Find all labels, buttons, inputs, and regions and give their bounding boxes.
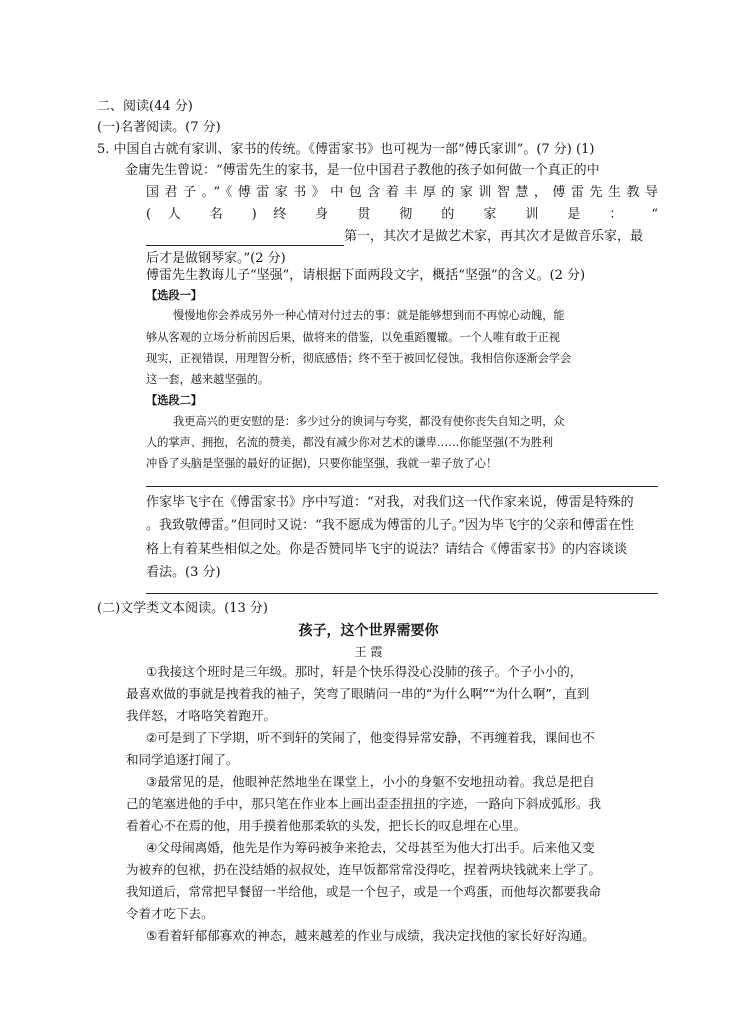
excerpt-1-line: 这一套，越来越坚强的。 [146,373,270,386]
excerpt-1-line: 够从客观的立场分析前因后果，做将来的借鉴，以免重蹈覆辙。一个人唯有敢于正视 [146,331,560,344]
article-title: 孩子，这个世界需要你 [298,623,439,639]
article-paragraph-line: 我佯怒，才咯咯笑着跑开。 [126,708,277,723]
article-paragraph-line: ④父母闹离婚，他先是作为筹码被争来抢去，父母甚至为他大打出手。后来他又变 [146,840,595,855]
article-paragraph-line: ②可是到了下学期，听不到轩的笑闹了，他变得异常安静，不再缠着我，课间也不 [146,730,595,745]
excerpt-2-line: 冲昏了头脑是坚强的最好的证据)，只要你能坚强，我就一辈子放了心！ [146,457,498,470]
article-paragraph-line: ⑤看着轩郁郁寡欢的神态，越来越差的作业与成绩，我决定找他的家长好好沟通。 [146,928,595,943]
excerpt-2-line: 人的掌声、拥抱，名流的赞美，都没有减少你对艺术的谦卑……你能坚强(不为胜利 [146,436,554,449]
question-5-sub3-line: 看法。(3 分) [146,565,221,580]
article-paragraph-line: 我知道后，常常把早餐留一半给他，或是一个包子，或是一个鸡蛋，而他每次都要我命 [126,884,602,899]
article-paragraph-line: 己的笔塞进他的手中，那只笔在作业本上画出歪歪扭扭的字迹，一路向下斜成弧形。我 [126,796,602,811]
question-5-line-5 [146,227,643,246]
question-5-sub3-line: 格上有着某些相似之处。你是否赞同毕飞宇的说法？请结合《傅雷家书》的内容谈谈 [146,542,628,557]
article-paragraph-line: 为被弃的包袱，扔在没结婚的叔叔处，连早饭都常常没得吃，捏着两块钱就来上学了。 [126,862,602,877]
excerpt-1-label: 【选段一】 [146,289,202,302]
question-5-line-4: ( 人 名 ) 终 身 贯 彻 的 家 训 是 ： “ [146,207,658,222]
question-5-sub3-line: 作家毕飞宇在《傅雷家书》序中写道：“对我，对我们这一代作家来说，傅雷是特殊的 [146,495,634,510]
question-5-sub2: 傅雷先生教诲儿子“坚强”，请根据下面两段文字，概括“坚强”的含义。(2 分) [146,268,586,283]
article-paragraph-line: 最喜欢做的事就是拽着我的袖子，笑弯了眼睛问一串的“为什么啊”“为什么啊”，直到 [126,686,590,701]
question-5-line-5-text: 第一，其次才是做艺术家，再其次才是做音乐家，最 [344,229,644,244]
excerpt-2-line: 我更高兴的更安慰的是：多少过分的谀词与夸奖，都没有使你丧失自知之明，众 [173,415,565,428]
excerpt-2-label: 【选段二】 [146,394,202,407]
question-5-line-2: 金庸先生曾说：“傅雷先生的家书，是一位中国君子教他的孩子如何做一个真正的中 [125,163,600,178]
answer-line[interactable] [146,486,658,487]
article-author: 王 霞 [354,645,383,659]
article-paragraph-line: ③最常见的是，他眼神茫然地坐在课堂上，小小的身躯不安地扭动着。我总是把自 [146,774,595,789]
article-paragraph-line: 令着才吃下去。 [126,906,214,921]
article-paragraph-line: ①我接这个班时是三年级。那时，轩是个快乐得没心没肺的孩子。个子小小的， [146,664,583,679]
question-5-line-1: 5. 中国自古就有家训、家书的传统。《傅雷家书》也可视为一部“傅氏家训”。(7 分) (1) [97,142,595,157]
excerpt-1-line: 慢慢地你会养成另外一种心情对付过去的事：就是能够想到而不再惊心动魄，能 [173,309,565,322]
subsection-2-heading: (二)文学类文本阅读。(13 分) [97,601,268,616]
question-5-sub3-line: 。我致敬傅雷。”但同时又说：“我不愿成为傅雷的儿子。”因为毕飞宇的父亲和傅雷在性 [146,518,634,533]
answer-blank[interactable] [146,231,344,246]
section-heading: 二、阅读(44 分) [97,99,193,114]
question-5-line-3: 国君子。”《傅雷家书》中包含着丰厚的家训智慧，傅雷先生教导 [146,185,658,200]
article-paragraph-line: 和同学追逐打闹了。 [126,752,239,767]
subsection-1-heading: (一)名著阅读。(7 分) [97,120,221,135]
article-paragraph-line: 看着心不在焉的他，用手摸着他那柔软的头发，把长长的叹息埋在心里。 [126,818,527,833]
answer-line[interactable] [146,593,658,594]
question-5-line-6: 后才是做钢琴家。”(2 分) [146,251,286,266]
excerpt-1-line: 现实，正视错误，用理智分析，彻底感悟；终不至于被回忆侵蚀。我相信你逐渐会学会 [146,352,572,365]
